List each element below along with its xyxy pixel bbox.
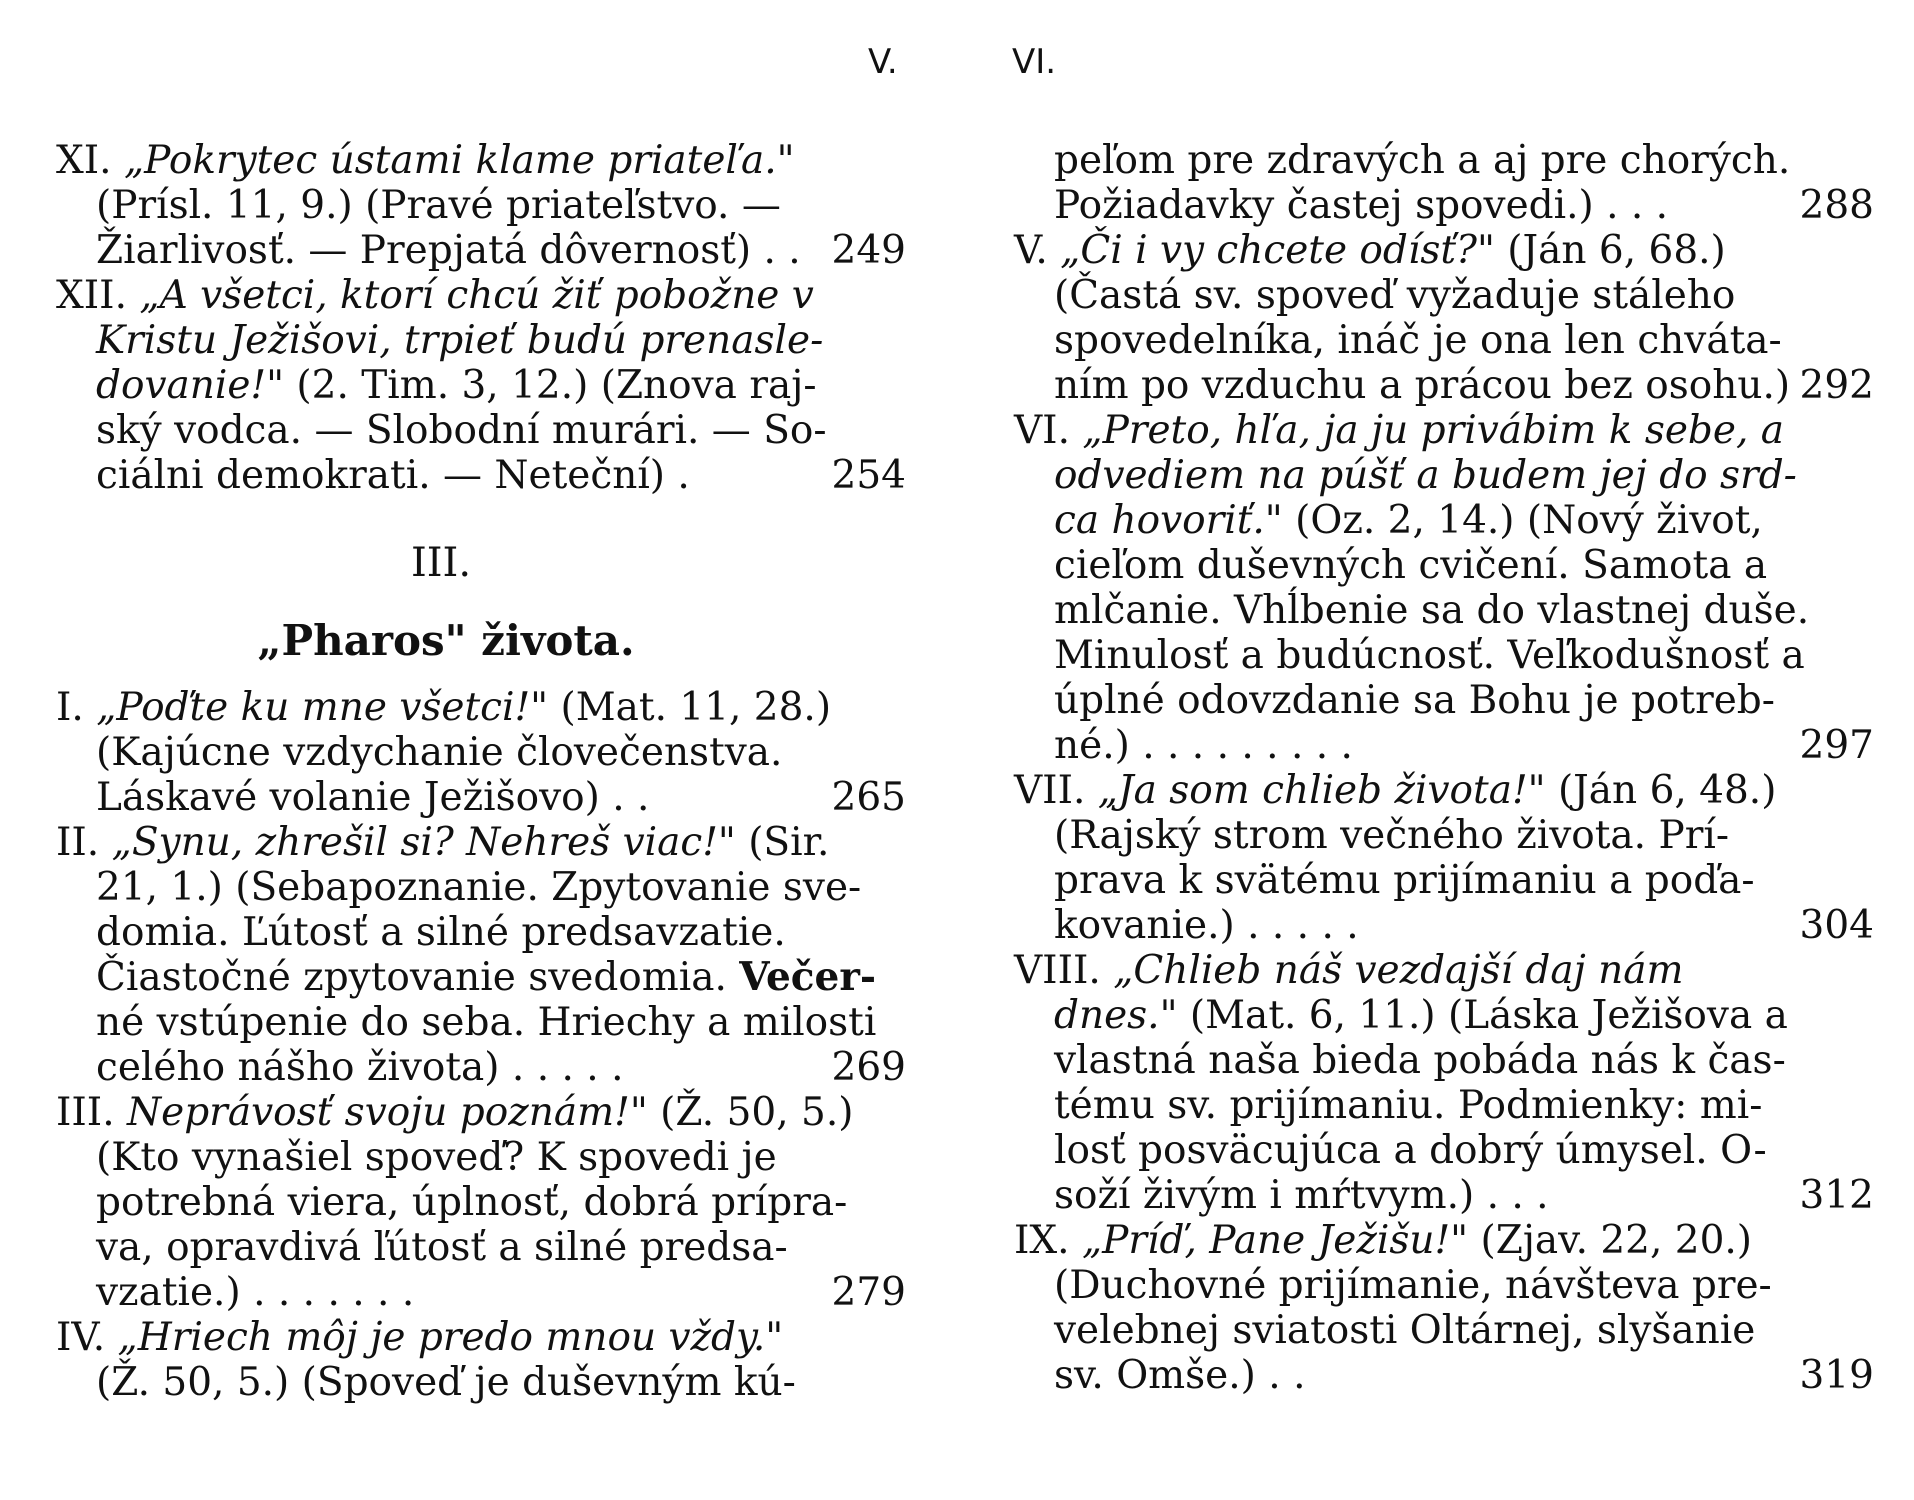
toc-entry-line: [1014, 633, 1874, 678]
toc-text: Neprávosť svoju poznám!": [127, 1090, 648, 1135]
toc-text: domia. Ľútosť a silné predsavzatie.: [96, 910, 786, 955]
toc-text: „Poďte ku mne všetci!": [96, 685, 549, 730]
toc-entry-line: [1014, 588, 1874, 633]
toc-entry-line: [1014, 723, 1874, 768]
left-page-number: V.: [868, 42, 898, 82]
left-toc-entries-section: [56, 685, 906, 1405]
toc-text: (Zjav. 22, 20.): [1468, 1218, 1753, 1263]
left-toc-entries: [56, 138, 906, 498]
toc-entry: [56, 820, 906, 1090]
toc-entry-line: [1014, 273, 1874, 318]
toc-text: III.: [56, 1090, 128, 1135]
right-toc-entries: [1014, 138, 1874, 1398]
toc-entry: [56, 273, 906, 498]
toc-text: (Ž. 50, 5.): [647, 1090, 854, 1135]
toc-entry-line: [1014, 948, 1874, 993]
section-title: „Pharos" života.: [257, 616, 635, 665]
toc-text: (Rajský strom večného života. Prí-: [1054, 813, 1730, 858]
toc-text: ca hovoriť.": [1054, 498, 1283, 543]
right-column: [1014, 138, 1874, 1398]
toc-page-number: 297: [1799, 723, 1874, 768]
toc-entry-line: [56, 453, 906, 498]
toc-text: Požiadavky častej spovedi.) . . .: [1054, 183, 1669, 228]
toc-text: (Mat. 6, 11.) (Láska Ježišova a: [1177, 993, 1788, 1038]
toc-text: II.: [56, 820, 112, 865]
toc-entry-line: [1014, 228, 1874, 273]
toc-text: úplné odovzdanie sa Bohu je potreb-: [1054, 678, 1775, 723]
toc-text: VI.: [1014, 408, 1083, 453]
toc-entry-line: [56, 273, 906, 318]
toc-entry-line: [56, 1360, 906, 1405]
toc-text: „A všetci, ktorí chcú žiť pobožne v: [139, 273, 814, 318]
toc-text: (Prísl. 11, 9.) (Pravé priateľstvo. —: [96, 183, 781, 228]
toc-text: „Ja som chlieb života!": [1097, 768, 1546, 813]
toc-entry-line: [1014, 543, 1874, 588]
toc-text: odvediem na púšť a budem jej do srd-: [1054, 453, 1797, 498]
toc-text: „Pokrytec ústami klame priateľa.": [123, 138, 795, 183]
toc-page-number: 304: [1799, 903, 1874, 948]
toc-entry-line: [1014, 318, 1874, 363]
toc-entry: [56, 138, 906, 273]
toc-page-number: 288: [1799, 183, 1874, 228]
toc-entry: [1014, 228, 1874, 408]
toc-page-number: 249: [831, 228, 906, 273]
toc-entry-line: [1014, 1218, 1874, 1263]
toc-text: cieľom duševných cvičení. Samota a: [1054, 543, 1768, 588]
toc-entry-line: [56, 1180, 906, 1225]
toc-text: (Ján 6, 68.): [1494, 228, 1726, 273]
toc-text: soží živým i mŕtvym.) . . .: [1054, 1173, 1549, 1218]
toc-text: Čiastočné zpytovanie svedomia.: [96, 955, 740, 1000]
toc-text: „Hriech môj je predo mnou vždy.": [117, 1315, 784, 1360]
toc-entry-line: [1014, 138, 1874, 183]
toc-page-number: 254: [831, 453, 906, 498]
toc-entry-line: [1014, 183, 1874, 228]
toc-text: vlastná naša bieda pobáda nás k čas-: [1054, 1038, 1786, 1083]
toc-entry-line: [1014, 993, 1874, 1038]
toc-text: né.) . . . . . . . . .: [1054, 723, 1353, 768]
toc-text: IX.: [1014, 1218, 1082, 1263]
toc-text: vzatie.) . . . . . . .: [96, 1270, 415, 1315]
toc-entry-line: [1014, 1308, 1874, 1353]
toc-text: dovanie!": [96, 363, 285, 408]
toc-text: (Kajúcne vzdychanie človečenstva.: [96, 730, 783, 775]
toc-text: (Mat. 11, 28.): [548, 685, 832, 730]
toc-page-number: 265: [831, 775, 906, 820]
toc-text: sv. Omše.) . .: [1054, 1353, 1306, 1398]
toc-text: potrebná viera, úplnosť, dobrá prípra-: [96, 1180, 848, 1225]
toc-entry-line: [56, 318, 906, 363]
toc-text: Minulosť a budúcnosť. Veľkodušnosť a: [1054, 633, 1805, 678]
toc-entry-line: [56, 408, 906, 453]
toc-entry-line: [56, 363, 906, 408]
toc-entry: [56, 1315, 906, 1405]
toc-entry: [1014, 138, 1874, 228]
toc-entry-line: [1014, 1128, 1874, 1173]
toc-text: „Synu, zhrešil si? Nehreš viac!": [111, 820, 736, 865]
toc-text: „Preto, hľa, ja ju privábim k sebe, a: [1082, 408, 1785, 453]
toc-text: Žiarlivosť. — Prepjatá dôvernosť) . .: [96, 228, 801, 273]
toc-text: (Kto vynašiel spoveď? K spovedi je: [96, 1135, 777, 1180]
toc-entry-line: [1014, 453, 1874, 498]
toc-entry-line: [56, 1315, 906, 1360]
toc-entry-line: [56, 1090, 906, 1135]
toc-entry-line: [56, 865, 906, 910]
toc-text: ním po vzduchu a prácou bez osohu.): [1054, 363, 1791, 408]
toc-text: 21, 1.) (Sebapoznanie. Zpytovanie sve-: [96, 865, 862, 910]
toc-entry-line: [56, 1045, 906, 1090]
toc-entry: [1014, 1218, 1874, 1398]
toc-text: XII.: [56, 273, 140, 318]
toc-entry-line: [56, 685, 906, 730]
toc-entry-line: [1014, 903, 1874, 948]
toc-entry-line: [1014, 1083, 1874, 1128]
toc-page-number: 292: [1799, 363, 1874, 408]
toc-entry-line: [56, 228, 906, 273]
toc-text: ciálni demokrati. — Neteční) .: [96, 453, 690, 498]
toc-text: I.: [56, 685, 97, 730]
toc-text: prava k svätému prijímaniu a poďa-: [1054, 858, 1755, 903]
toc-entry-line: [1014, 1263, 1874, 1308]
toc-text: ský vodca. — Slobodní murári. — So-: [96, 408, 827, 453]
toc-entry-line: [56, 775, 906, 820]
toc-text: losť posväcujúca a dobrý úmysel. O-: [1054, 1128, 1767, 1173]
toc-text: V.: [1014, 228, 1061, 273]
toc-text: (Duchovné prijímanie, návšteva pre-: [1054, 1263, 1772, 1308]
toc-page-number: 319: [1799, 1353, 1874, 1398]
toc-entry: [1014, 408, 1874, 768]
toc-entry-line: [1014, 813, 1874, 858]
toc-text: peľom pre zdravých a aj pre chorých.: [1054, 138, 1791, 183]
toc-entry-line: [56, 910, 906, 955]
toc-text: (Častá sv. spoveď vyžaduje stáleho: [1054, 273, 1736, 318]
toc-text: spovedelníka, ináč je ona len chváta-: [1054, 318, 1782, 363]
toc-text: né vstúpenie do seba. Hriechy a milosti: [96, 1000, 877, 1045]
toc-text: „Či i vy chcete odísť?": [1060, 228, 1495, 273]
toc-entry-line: [56, 1135, 906, 1180]
toc-text: XI.: [56, 138, 124, 183]
toc-text: (Oz. 2, 14.) (Nový život,: [1282, 498, 1763, 543]
toc-entry-line: [56, 730, 906, 775]
toc-entry-line: [1014, 1173, 1874, 1218]
toc-entry-line: [1014, 1038, 1874, 1083]
toc-text: IV.: [56, 1315, 118, 1360]
toc-text: „Príď, Pane Ježišu!": [1081, 1218, 1469, 1263]
toc-entry-line: [1014, 1353, 1874, 1398]
toc-entry-line: [1014, 678, 1874, 723]
toc-entry: [1014, 948, 1874, 1218]
toc-text: dnes.": [1054, 993, 1178, 1038]
toc-text: (2. Tim. 3, 12.) (Znova raj-: [284, 363, 817, 408]
toc-entry-line: [56, 1270, 906, 1315]
toc-text: (Ž. 50, 5.) (Spoveď je duševným kú-: [96, 1360, 796, 1405]
toc-page-number: 269: [831, 1045, 906, 1090]
toc-text: celého nášho života) . . . . .: [96, 1045, 624, 1090]
toc-text: (Ján 6, 48.): [1545, 768, 1777, 813]
toc-entry: [1014, 768, 1874, 948]
toc-entry-line: [1014, 498, 1874, 543]
toc-entry-line: [1014, 768, 1874, 813]
toc-text: va, opravdivá ľútosť a silné predsa-: [96, 1225, 788, 1270]
left-column: [56, 138, 906, 1405]
toc-entry-line: [56, 1000, 906, 1045]
toc-entry-line: [1014, 408, 1874, 453]
toc-text: tému sv. prijímaniu. Podmienky: mi-: [1054, 1083, 1763, 1128]
right-page-number: VI.: [1012, 42, 1057, 82]
toc-entry-line: [1014, 858, 1874, 903]
toc-entry: [56, 685, 906, 820]
toc-text: Večer-: [739, 954, 877, 1000]
toc-text: (Sir.: [735, 820, 830, 865]
toc-text: Láskavé volanie Ježišovo) . .: [96, 775, 650, 820]
toc-entry-line: [56, 183, 906, 228]
toc-entry: [56, 1090, 906, 1315]
toc-text: velebnej sviatosti Oltárnej, slyšanie: [1054, 1308, 1756, 1353]
toc-entry-line: [56, 1225, 906, 1270]
section-numeral: III.: [410, 540, 472, 586]
toc-text: VIII.: [1014, 948, 1114, 993]
toc-page-number: 279: [831, 1270, 906, 1315]
toc-entry-line: [56, 820, 906, 865]
toc-page-number: 312: [1799, 1173, 1874, 1218]
toc-entry-line: [56, 955, 906, 1000]
toc-text: Kristu Ježišovi, trpieť budú prenasle-: [96, 318, 824, 363]
toc-text: „Chlieb náš vezdajší daj nám: [1113, 948, 1684, 993]
toc-entry-line: [1014, 363, 1874, 408]
toc-entry-line: [56, 138, 906, 183]
toc-text: mlčanie. Vhĺbenie sa do vlastnej duše.: [1054, 588, 1810, 633]
toc-text: kovanie.) . . . . .: [1054, 903, 1359, 948]
toc-text: VII.: [1014, 768, 1098, 813]
